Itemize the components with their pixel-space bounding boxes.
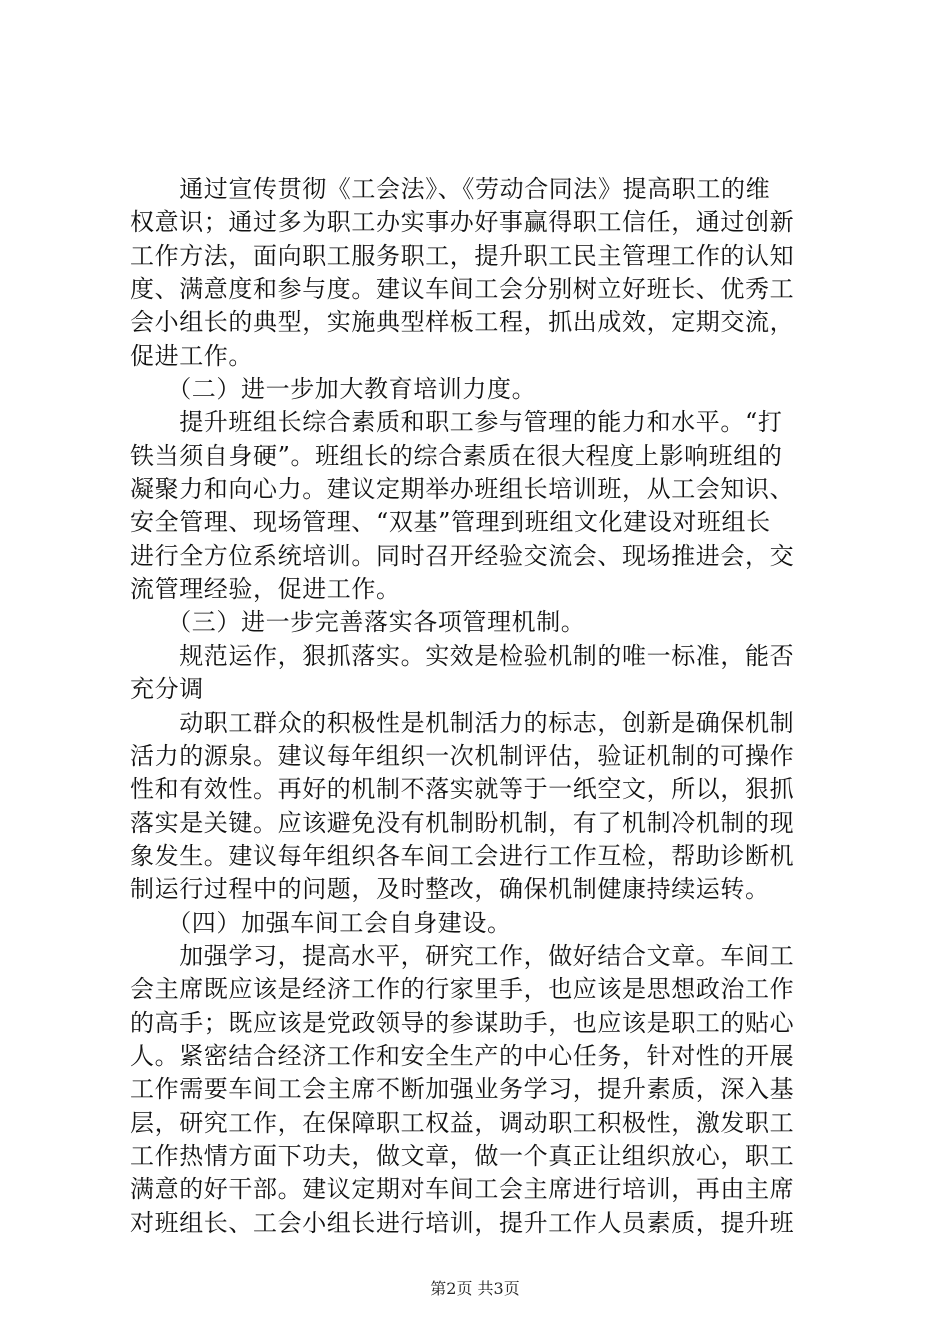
text-line: 的高手；既应该是党政领导的参谋助手，也应该是职工的贴心 [130, 1009, 795, 1037]
text-line: 铁当须自身硬”。班组长的综合素质在很大程度上影响班组的 [130, 442, 783, 470]
text-line: 人。紧密结合经济工作和安全生产的中心任务，针对性的开展 [130, 1042, 795, 1070]
section-heading: （四）加强车间工会自身建设。 [130, 909, 512, 937]
text-line: 工作需要车间工会主席不断加强业务学习，提升素质，深入基 [130, 1075, 795, 1103]
text-line: 通过宣传贯彻《工会法》、《劳动合同法》提高职工的维 [130, 175, 771, 203]
text-line: 层，研究工作，在保障职工权益，调动职工积极性，激发职工 [130, 1109, 795, 1137]
text-line: 安全管理、现场管理、“双基”管理到班组文化建设对班组长 [130, 508, 771, 536]
text-line: 规范运作，狠抓落实。实效是检验机制的唯一标准，能否 [130, 642, 795, 670]
text-line: 对班组长、工会小组长进行培训，提升工作人员素质，提升班 [130, 1209, 795, 1237]
text-line: 促进工作。 [130, 342, 253, 370]
section-heading: （二）进一步加大教育培训力度。 [130, 375, 537, 403]
text-line: 会小组长的典型，实施典型样板工程，抓出成效，定期交流， [130, 308, 795, 336]
page-number-footer: 第2页 共3页 [430, 1279, 520, 1298]
text-line: 工作热情方面下功夫，做文章，做一个真正让组织放心，职工 [130, 1142, 795, 1170]
text-line: 活力的源泉。建议每年组织一次机制评估，验证机制的可操作 [130, 742, 795, 770]
text-line: 工作方法，面向职工服务职工，提升职工民主管理工作的认知 [130, 242, 795, 270]
text-line: 权意识；通过多为职工办实事办好事赢得职工信任，通过创新 [130, 208, 795, 236]
text-line: 动职工群众的积极性是机制活力的标志，创新是确保机制 [130, 709, 795, 737]
text-line: 制运行过程中的问题，及时整改，确保机制健康持续运转。 [130, 875, 770, 903]
text-line: 度、满意度和参与度。建议车间工会分别树立好班长、优秀工 [130, 275, 795, 303]
text-line: 满意的好干部。建议定期对车间工会主席进行培训，再由主席 [130, 1175, 795, 1203]
text-line: 进行全方位系统培训。同时召开经验交流会、现场推进会，交 [130, 542, 795, 570]
text-line: 提升班组长综合素质和职工参与管理的能力和水平。“打 [130, 408, 783, 436]
text-line: 象发生。建议每年组织各车间工会进行工作互检，帮助诊断机 [130, 842, 795, 870]
text-line: 会主席既应该是经济工作的行家里手，也应该是思想政治工作 [130, 975, 795, 1003]
text-line: 凝聚力和向心力。建议定期举办班组长培训班，从工会知识、 [130, 475, 795, 503]
text-line: 加强学习，提高水平，研究工作，做好结合文章。车间工 [130, 942, 795, 970]
text-line: 落实是关键。应该避免没有机制盼机制，有了机制冷机制的现 [130, 809, 795, 837]
text-line: 流管理经验，促进工作。 [130, 575, 401, 603]
section-heading: （三）进一步完善落实各项管理机制。 [130, 608, 586, 636]
text-line: 性和有效性。再好的机制不落实就等于一纸空文，所以，狠抓 [130, 775, 795, 803]
text-line: 充分调 [130, 675, 204, 703]
